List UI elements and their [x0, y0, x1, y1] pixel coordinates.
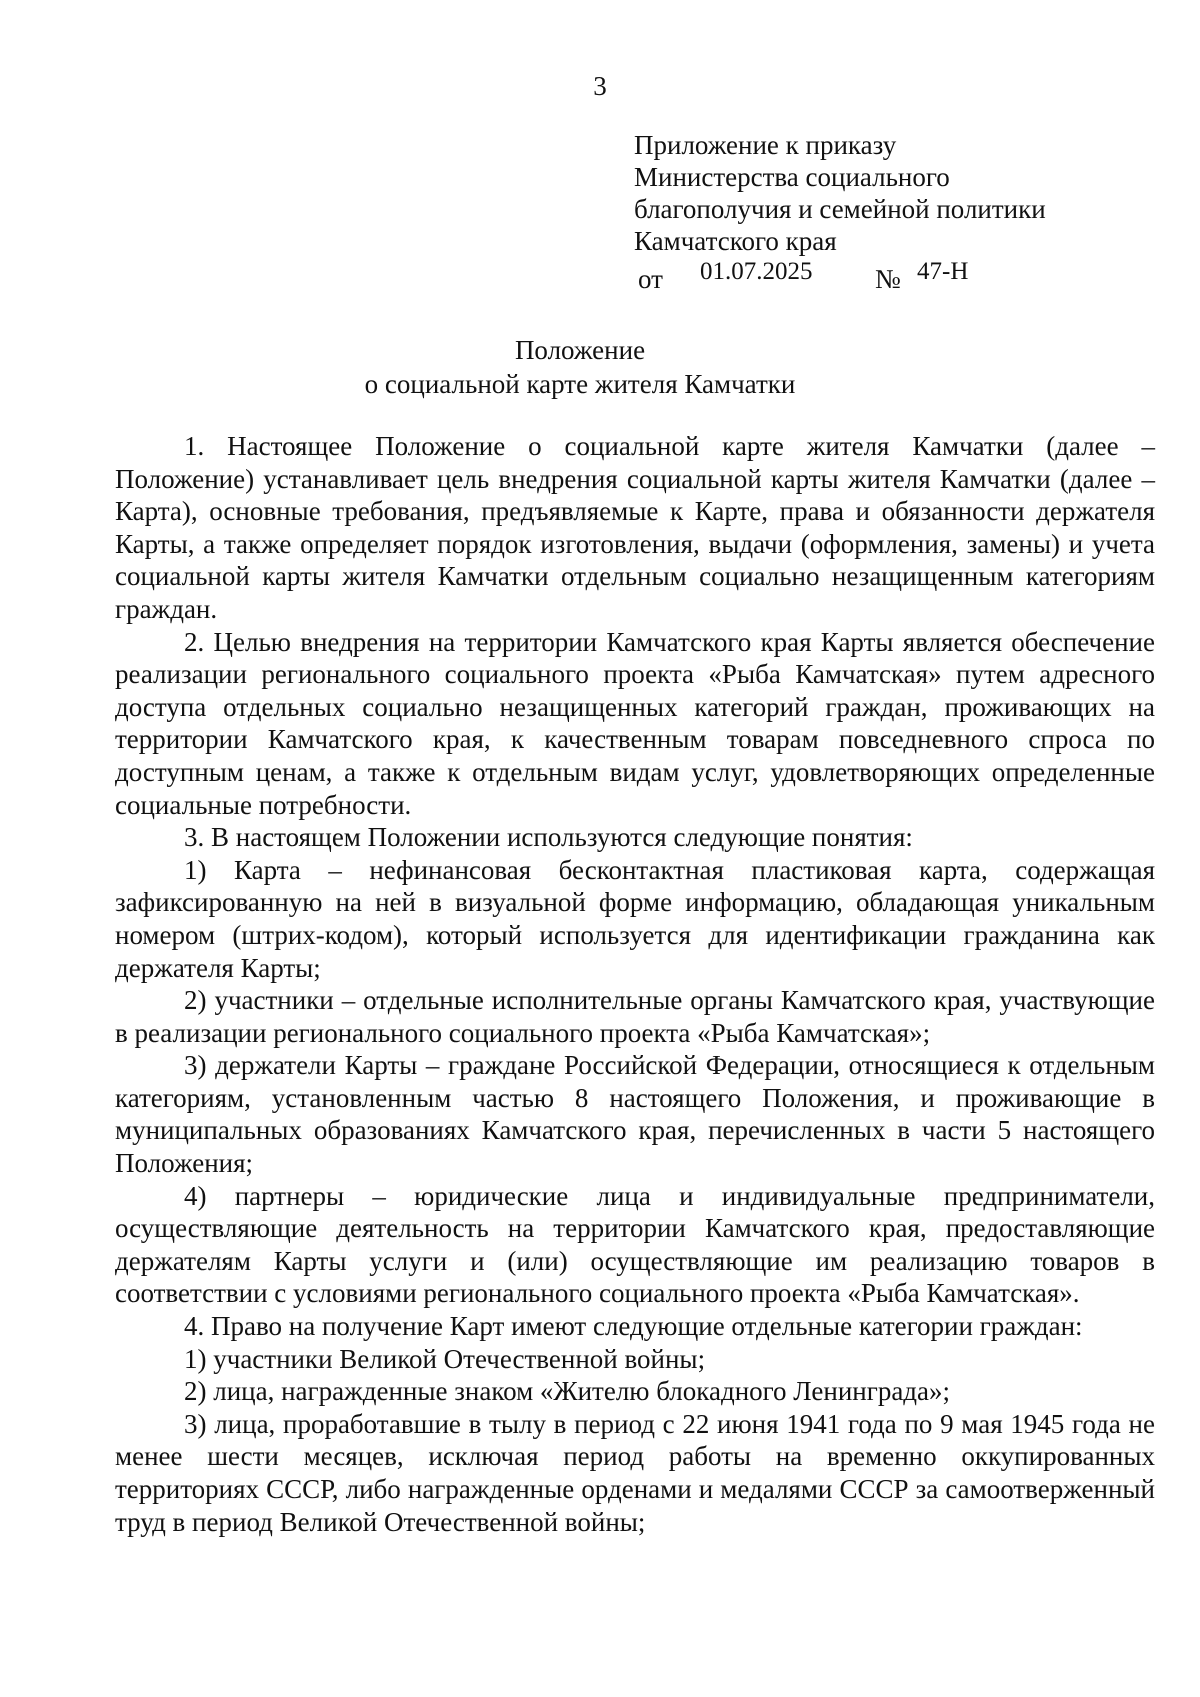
order-from-label: от — [638, 264, 663, 294]
document-title — [0, 333, 1160, 401]
approval-line: Приложение к приказу — [634, 130, 897, 160]
approval-block — [634, 129, 1046, 257]
paragraph: 3) держатели Карты – граждане Российской Федерации, относящиеся к отдельным категориям, установленным частью 8 настоящего Положения, и проживающие в муниципальных образованиях Камчатского края, перечисленных в части 5 настоящего Положения; — [115, 1050, 1155, 1179]
order-number: 47-Н — [917, 258, 969, 285]
page-number: 3 — [593, 71, 607, 101]
title-line-1: Положение — [514, 335, 646, 365]
paragraph: 1. Настоящее Положение о социальной карте жителя Камчатки (далее – Положение) устанавливает цель внедрения социальной карты жителя Камчатки (далее – Карта), основные требования, предъявляемые к Карте, права и обязанности держателя Карты, а также определяет порядок изготовления, выдачи (оформления, замены) и учета социальной карты жителя Камчатки отдельным социально незащищенным категориям граждан. — [115, 431, 1155, 624]
order-reference — [638, 258, 998, 292]
paragraph: 4. Право на получение Карт имеют следующие отдельные категории граждан: — [184, 1311, 1083, 1342]
paragraph: 3. В настоящем Положении используются следующие понятия: — [184, 822, 913, 853]
paragraph: 1) Карта – нефинансовая бесконтактная пластиковая карта, содержащая зафиксированную на ней в визуальной форме информацию, обладающая уникальным номером (штрих-кодом), который используется для идентификации гражданина как держателя Карты; — [115, 854, 1155, 983]
approval-line: Камчатского края — [634, 226, 837, 256]
order-number-sign: № — [875, 264, 901, 294]
paragraph: 2) участники – отдельные исполнительные органы Камчатского края, участвующие в реализации регионального социального проекта «Рыба Камчатская»; — [115, 985, 1155, 1048]
paragraph: 3) лица, проработавшие в тылу в период с 22 июня 1941 года по 9 мая 1945 года не менее шести месяцев, исключая период работы на временно оккупированных территориях СССР, либо награжденные орденами и медалями СССР за самоотверженный труд в период Великой Отечественной войны; — [115, 1408, 1155, 1537]
order-date: 01.07.2025 — [700, 258, 813, 285]
document-body — [115, 430, 1155, 1538]
paragraph: 2) лица, награжденные знаком «Жителю блокадного Ленинграда»; — [184, 1376, 951, 1407]
approval-line: Министерства социального — [634, 162, 950, 192]
title-line-2: о социальной карте жителя Камчатки — [364, 369, 796, 399]
paragraph: 4) партнеры – юридические лица и индивидуальные предприниматели, осуществляющие деятельность на территории Камчатского края, предоставляющие держателям Карты услуги и (или) осуществляющие им реализацию товаров в соответствии с условиями регионального социального проекта «Рыба Камчатская». — [115, 1180, 1155, 1309]
approval-line: благополучия и семейной политики — [634, 194, 1046, 224]
paragraph: 1) участники Великой Отечественной войны; — [184, 1343, 706, 1374]
paragraph: 2. Целью внедрения на территории Камчатского края Карты является обеспечение реализации регионального социального проекта «Рыба Камчатская» путем адресного доступа отдельных социально незащищенных категорий граждан, проживающих на территории Камчатского края, к качественным товарам повседневного спроса по доступным ценам, а также к отдельным видам услуг, удовлетворяющих определенные социальные потребности. — [115, 626, 1155, 820]
